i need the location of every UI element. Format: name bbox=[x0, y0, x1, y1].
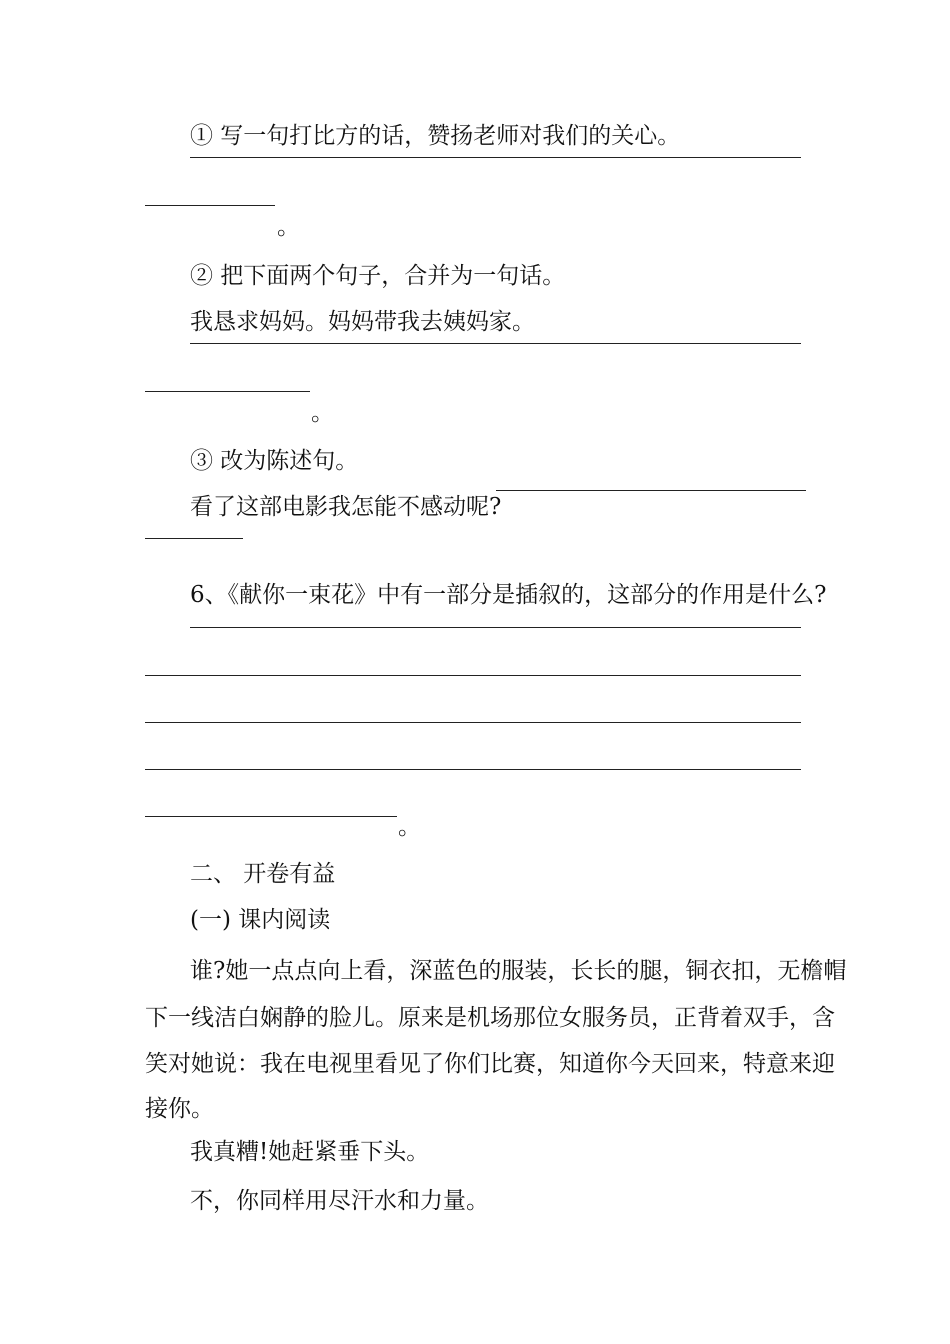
q5-sub1-answer-line-2[interactable] bbox=[145, 205, 275, 206]
q5-sub1-period: 。 bbox=[277, 214, 300, 240]
q5-sub2-sentence: 我恳求妈妈。妈妈带我去姨妈家。 bbox=[190, 309, 535, 335]
q5-sub2-answer-line-2[interactable] bbox=[145, 391, 310, 392]
q5-sub1-answer-line-1[interactable] bbox=[190, 157, 801, 158]
q5-sub1-prompt: ① 写一句打比方的话，赞扬老师对我们的关心。 bbox=[190, 123, 681, 149]
q5-sub2-answer-line-1[interactable] bbox=[190, 343, 801, 344]
passage-para3: 不，你同样用尽汗水和力量。 bbox=[190, 1188, 489, 1214]
section-subheading: (一) 课内阅读 bbox=[190, 907, 331, 933]
passage-para1-line-4: 接你。 bbox=[145, 1096, 214, 1122]
q5-sub3-prompt: ③ 改为陈述句。 bbox=[190, 448, 359, 474]
q6-answer-line-3[interactable] bbox=[145, 722, 801, 723]
q6-prompt: 6、《献你一束花》中有一部分是插叙的，这部分的作用是什么? bbox=[190, 582, 827, 608]
passage-para1-line-1: 谁?她一点点向上看，深蓝色的服装，长长的腿，铜衣扣，无檐帽 bbox=[190, 958, 847, 984]
q6-period: 。 bbox=[398, 814, 421, 840]
q6-answer-line-5[interactable] bbox=[145, 816, 397, 817]
q5-sub3-answer-line-2[interactable] bbox=[145, 538, 243, 539]
passage-para1-line-2: 下一线洁白娴静的脸儿。原来是机场那位女服务员，正背着双手，含 bbox=[145, 1005, 835, 1031]
q5-sub3-answer-line-1[interactable] bbox=[496, 490, 806, 491]
section-heading: 二、 开卷有益 bbox=[190, 861, 336, 887]
passage-para2: 我真糟!她赶紧垂下头。 bbox=[190, 1139, 430, 1165]
q5-sub3-sentence: 看了这部电影我怎能不感动呢? bbox=[190, 494, 502, 520]
q5-sub2-period: 。 bbox=[311, 400, 334, 426]
q6-answer-line-2[interactable] bbox=[145, 675, 801, 676]
q6-answer-line-1[interactable] bbox=[190, 627, 801, 628]
q5-sub2-prompt: ② 把下面两个句子，合并为一句话。 bbox=[190, 263, 566, 289]
passage-para1-line-3: 笑对她说：我在电视里看见了你们比赛，知道你今天回来，特意来迎 bbox=[145, 1051, 835, 1077]
q6-answer-line-4[interactable] bbox=[145, 769, 801, 770]
